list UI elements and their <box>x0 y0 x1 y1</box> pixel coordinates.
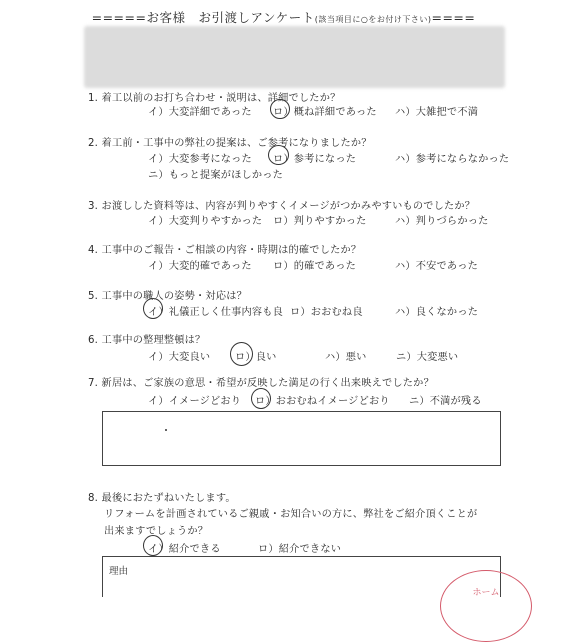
q7-comment-box[interactable] <box>102 411 501 466</box>
q1-option-ha[interactable]: ハ）大雑把で不満 <box>395 107 479 118</box>
survey-title <box>0 8 567 26</box>
q3-option-ro[interactable]: ロ）判りやすかった <box>273 216 367 227</box>
q5-selection-circle <box>143 298 163 319</box>
q4-option-ha[interactable]: ハ）不安であった <box>395 261 478 272</box>
q4-option-i[interactable]: イ）大変的確であった <box>148 261 252 272</box>
q3-option-i[interactable]: イ）大変判りやすかった <box>148 216 263 227</box>
q7-selection-circle <box>251 388 271 409</box>
q7-option-ni[interactable]: ニ）不満が残る <box>409 396 482 407</box>
redacted-area <box>84 26 505 88</box>
question-7: 7. 新居は、ご家族の意思・希望が反映した満足の行く出来映えでしたか？ <box>88 378 434 389</box>
q8-selection-circle <box>143 535 163 556</box>
question-4: 4. 工事中のご報告・ご相談の内容・時期は的確でしたか？ <box>88 245 362 256</box>
reason-label: 理由 <box>109 566 129 577</box>
stamp-text: ホーム <box>472 588 500 598</box>
question-2: 2. 着工前・工事中の弊社の提案は、ご参考になりましたか？ <box>88 138 372 149</box>
q6-selection-circle <box>230 342 253 366</box>
question-1: 1. 着工以前のお打ち合わせ・説明は、詳細でしたか？ <box>88 93 341 104</box>
ink-mark <box>165 429 167 431</box>
title-main: =====お客様 お引渡しアンケート <box>91 10 315 25</box>
question-8: 8. 最後におたずねいたします。 <box>88 493 236 504</box>
q2-option-ha[interactable]: ハ）参考にならなかった <box>395 154 510 165</box>
question-8-line-2: リフォームを計画されているご親戚・お知合いの方に、弊社をご紹介頂くことが <box>104 509 478 520</box>
company-stamp <box>440 570 532 642</box>
q4-option-ro[interactable]: ロ）的確であった <box>273 261 356 272</box>
q6-option-ro[interactable]: ロ）良い <box>235 352 277 363</box>
question-8-line-3: 出来ますでしょうか？ <box>104 526 209 537</box>
q1-option-i[interactable]: イ）大変詳細であった <box>148 107 252 118</box>
q2-option-ni[interactable]: ニ）もっと提案がほしかった <box>148 170 284 181</box>
q7-option-ro[interactable]: ロ）おおむねイメージどおり <box>255 396 390 407</box>
question-6: 6. 工事中の整理整頓は？ <box>88 335 206 346</box>
q8-option-ro[interactable]: ロ）紹介できない <box>258 544 342 555</box>
q2-option-i[interactable]: イ）大変参考になった <box>148 154 252 165</box>
q6-option-ni[interactable]: ニ）大変悪い <box>396 352 459 363</box>
q7-option-i[interactable]: イ）イメージどおり <box>148 396 242 407</box>
q6-option-ha[interactable]: ハ）悪い <box>325 352 367 363</box>
q5-option-i[interactable]: イ）礼儀正しく仕事内容も良 <box>148 307 284 318</box>
q1-selection-circle <box>270 99 290 119</box>
title-note: (該当項目に○をお付け下さい) <box>314 15 432 24</box>
q8-option-i[interactable]: イ）紹介できる <box>148 544 221 555</box>
q2-option-ro[interactable]: ロ）参考になった <box>273 154 357 165</box>
title-tail: ==== <box>431 10 476 25</box>
q5-option-ha[interactable]: ハ）良くなかった <box>395 307 479 318</box>
q5-option-ro[interactable]: ロ）おおむね良 <box>290 307 363 318</box>
question-3: 3. お渡しした資料等は、内容が判りやすくイメージがつかみやすいものでしたか？ <box>88 201 476 212</box>
q1-option-ro[interactable]: ロ）概ね詳細であった <box>273 107 377 118</box>
q6-option-i[interactable]: イ）大変良い <box>148 352 211 363</box>
q2-selection-circle <box>268 145 289 165</box>
question-5: 5. 工事中の職人の姿勢・対応は？ <box>88 291 247 302</box>
q3-option-ha[interactable]: ハ）判りづらかった <box>395 216 489 227</box>
